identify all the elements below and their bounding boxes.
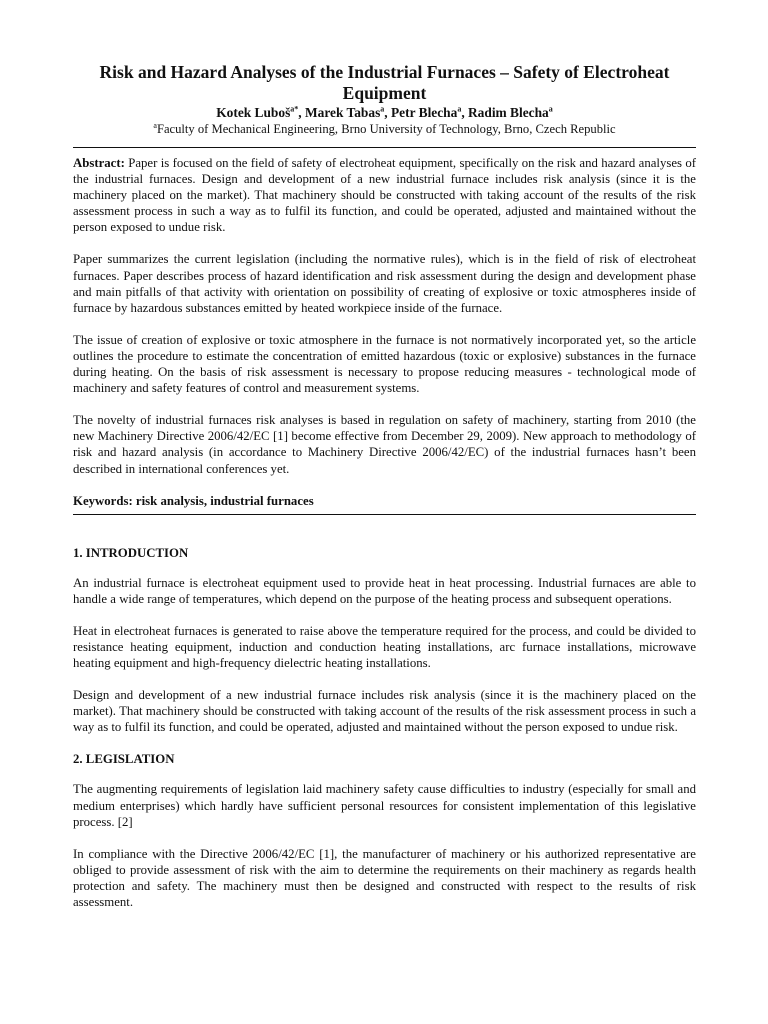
keywords-line: Keywords: risk analysis, industrial furnaces (73, 493, 314, 508)
author-affiliation-mark: a (457, 104, 462, 114)
body-paragraph: Heat in electroheat furnaces is generated to raise above the temperature required for the process, and could be divided to resistance heating equipment, induction and conduction heating installations, arc furnace installations, microwave heating equipment and high-frequency dielectric heating installations. (73, 623, 696, 671)
body-paragraph: Design and development of a new industrial furnace includes risk analysis (since it is the machinery placed on the market). That machinery should be constructed with taking account of the results of the risk assessment process in such a way as to fulfil its function, and could be operated, adjusted and maintained without the person exposed to undue risk. (73, 688, 696, 735)
author-name: Radim Blecha (468, 105, 549, 120)
paper-title: Risk and Hazard Analyses of the Industrial Furnaces – Safety of Electroheat Equipment (99, 62, 670, 103)
author-affiliation-mark: a* (290, 104, 299, 114)
abstract-block (73, 148, 696, 509)
abstract-paragraph: Paper summarizes the current legislation (including the normative rules), which is in the field of risk of electroheat furnaces. Paper describes process of hazard identification and risk assessment during the design and development phase and main pitfalls of that activity with orientation on possibility of creating of explosive or toxic atmospheres inside of furnace by hazardous substances emitted by heated workpiece inside of the furnace. (73, 252, 696, 315)
section-heading-introduction: 1. INTRODUCTION (73, 545, 189, 560)
affiliation (73, 121, 696, 137)
paper-page (73, 62, 696, 926)
affiliation-text: Faculty of Mechanical Engineering, Brno University of Technology, Brno, Czech Republic (156, 122, 616, 136)
author-affiliation-mark: a (548, 104, 553, 114)
abstract-paragraph (73, 155, 696, 235)
affiliation-mark: a (153, 120, 157, 130)
body-paragraph: The augmenting requirements of legislation laid machinery safety cause difficulties to industry (especially for small and medium enterprises) which hardly have sufficient personal resources for consistent implementation of this legislative process. [2] (73, 782, 696, 829)
abstract-paragraph: The novelty of industrial furnaces risk analyses is based in regulation on safety of machinery, starting from 2010 (the new Machinery Directive 2006/42/EC [1] become effective from December 29, 2009). New approach to methodology of risk and hazard analysis (in accordance to Machinery Directive 2006/42/EC) of the industrial furnaces hasn’t been described in international conferences yet. (73, 413, 696, 476)
author-affiliation-mark: a (380, 104, 385, 114)
author-list: Kotek Luboš$^{a*}$, Marek Tabas$^a$, Petr Blecha$^a$, Radim Blecha$^a$ (216, 104, 553, 120)
body-paragraph: An industrial furnace is electroheat equipment used to provide heat in heat processing. Industrial furnaces are able to handle a wide range of temperatures, which depend on the purpose of the heating process and subsequent operations. (73, 575, 696, 606)
author-name: Kotek Luboš (216, 105, 291, 120)
section-heading-legislation: 2. LEGISLATION (73, 752, 175, 767)
author-name: Petr Blecha (391, 105, 458, 120)
abstract-text: Paper is focused on the field of safety of electroheat equipment, specifically on the risk and hazard analyses of the industrial furnaces. Design and development of a new industrial furnace includes risk analysis (since it is the machinery placed on the market). That machinery should be constructed with taking account of the results of the risk assessment process in such a way as to fulfil its function, and could be operated, adjusted and maintained without the person exposed to undue risk. (73, 156, 696, 235)
author-name: Marek Tabas (305, 105, 381, 120)
abstract-label: Abstract: (73, 156, 125, 170)
abstract-paragraph: The issue of creation of explosive or toxic atmosphere in the furnace is not normatively incorporated yet, so the article outlines the procedure to estimate the concentration of emitted hazardous (toxic or explosive) substances in the furnace during heating. On the basis of risk assessment is necessary to propose reducing measures - technological mode of machinery and safety features of control and measurement systems. (73, 332, 696, 396)
body-paragraph: In compliance with the Directive 2006/42/EC [1], the manufacturer of machinery or his authorized representative are obliged to provide assessment of risk with the aim to determine the requirements on their machinery as regards health protection and safety. The machinery must then be designed and constructed with respect to the results of risk assessment. (73, 846, 696, 909)
abstract-bottom-rule (73, 514, 696, 515)
